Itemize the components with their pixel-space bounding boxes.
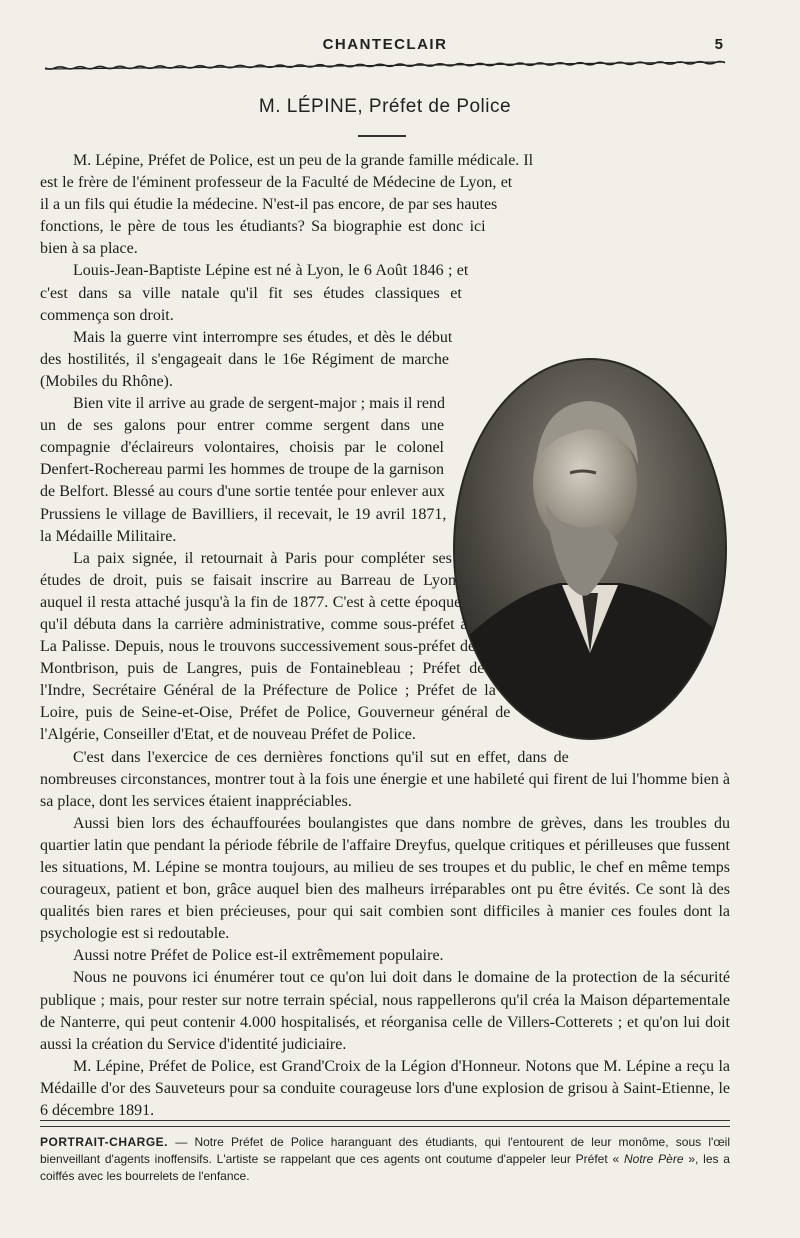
paragraph: Nous ne pouvons ici énumérer tout ce qu'on lui doit dans le domaine de la protection de la sécurité publique ; mais, pour rester sur notre terrain spécial, nous rappellerons qu'il créa la Maison départementale de Nanterre, qui peut contenir 4.000 hospitalisés, et réorganisa celle de Villers-Cotterets ; et qu'on lui doit aussi la création du Service d'identité judiciaire. (40, 969, 730, 1053)
article-body (40, 150, 730, 1122)
paragraph: Aussi bien lors des échauffourées boulangistes que dans nombre de grèves, dans les troubles du quartier latin que pendant la période fébrile de l'affaire Dreyfus, quelque critiques et périlleuses que fussent les situations, M. Lépine se montra toujours, au milieu de ses troupes et du public, le chef en même temps courageux, patient et bon, grâce auquel bien des malheurs irréparables ont pu être évités. Ce sont là des qualités bien rares et bien précieuses, pour qui sait combien sont difficiles à manier ces foules dont la psychologie est si redoutable. (40, 814, 730, 943)
page-number: 5 (714, 36, 723, 53)
caption-italic: Notre Père (623, 1152, 684, 1166)
journal-title: CHANTECLAIR (322, 36, 448, 53)
paragraph: M. Lépine, Préfet de Police, est un peu de la grande famille médicale. Il est le frère de l'éminent professeur de la Faculté de Médecine de Lyon, et il a un fils qui étudie la médecine. N'est-il pas encore, de par ses hautes fonctions, le père de tous les étudiants? Sa biographie est donc ici bien à sa place. (40, 152, 534, 258)
caption (40, 1134, 730, 1185)
article-title: M. LÉPINE, Préfet de Police (258, 96, 512, 117)
paragraph: C'est dans l'exercice de ces dernières fonctions qu'il sut en effet, dans de nombreuses circonstances, montrer tout à la fois une énergie et une habileté qui firent de lui l'homme bien à sa place, dont les services étaient inappréciables. (40, 748, 730, 810)
paragraph: Bien vite il arrive au grade de sergent-major ; mais il rend un de ses galons pour entrer comme sergent dans une compagnie d'éclaireurs volontaires, choisis par le colonel Denfert-Rochereau parmi les hommes de troupe de la garnison de Belfort. Blessé au cours d'une sortie tentée pour enlever aux Prussiens le village de Bavilliers, il recevait, le 19 avril 1871, la Médaille Militaire. (40, 395, 447, 545)
caption-rule (40, 1120, 730, 1127)
paragraph: Louis-Jean-Baptiste Lépine est né à Lyon, le 6 Août 1846 ; et c'est dans sa ville natale qu'il fit ses études classiques et commença son droit. (40, 262, 469, 324)
page-header (45, 36, 725, 76)
paragraph: Mais la guerre vint interrompre ses études, et dès le début des hostilités, il s'engageait dans le 16e Régiment de marche (Mobiles du Rhône). (40, 328, 453, 390)
paragraph: La paix signée, il retournait à Paris pour compléter ses études de droit, puis se faisait inscrire au Barreau de Lyon auquel il resta attaché jusqu'à la fin de 1877. C'est à cette époque qu'il débuta dans la carrière administrative, comme sous-préfet à La Palisse. Depuis, nous le trouvons successivement sous-préfet de Montbrison, puis de Langres, puis de Fontainebleau ; Préfet de l'Indre, Secrétaire Général de la Préfecture de Police ; Préfet de la Loire, puis de Seine-et-Oise, Préfet de Police, Gouverneur général de l'Algérie, Conseiller d'Etat, et de nouveau Préfet de Police. (40, 549, 511, 744)
paragraph: Aussi notre Préfet de Police est-il extrêmement populaire. (73, 947, 444, 965)
caption-text-2: », les a coiffés avec les bourrelets de l'enfance. (40, 1152, 730, 1183)
wavy-rule (45, 56, 725, 74)
caption-lead: PORTRAIT-CHARGE. (40, 1135, 168, 1149)
paragraph: M. Lépine, Préfet de Police, est Grand'Croix de la Légion d'Honneur. Notons que M. Lépine a reçu la Médaille d'or des Sauveteurs pour sa conduite courageuse lors d'une explosion de grisou à Saint-Etienne, le 6 décembre 1891. (40, 1057, 730, 1120)
title-rule (358, 135, 406, 137)
caption-text-1: — Notre Préfet de Police haranguant des étudiants, qui l'entourent de leur monôme, sous l'œil bienveillant d'agents inoffensifs. L'artiste se rappelant que ces agents ont coutume d'appeler leur Préfet « (40, 1135, 730, 1166)
